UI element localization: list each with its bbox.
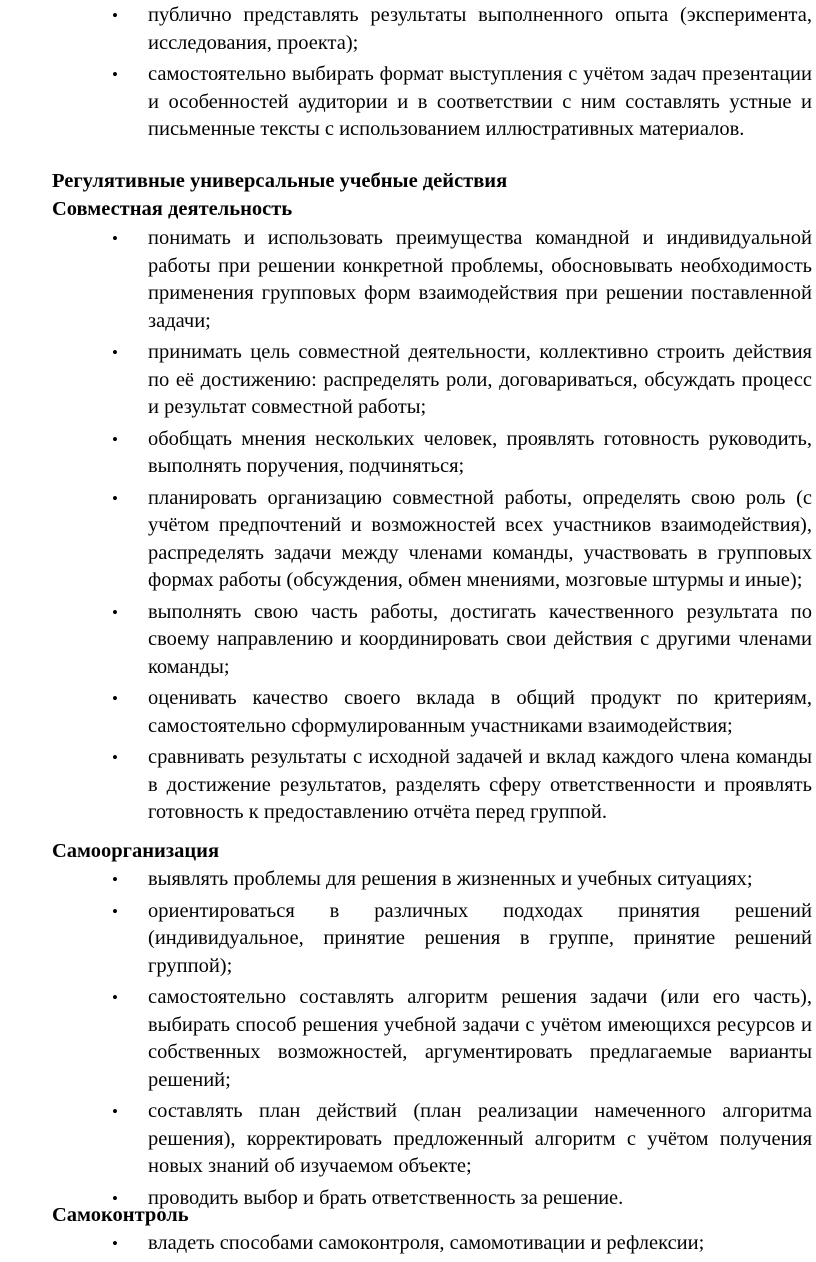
bullet-icon: • <box>112 65 118 84</box>
list-item-text: самостоятельно выбирать формат выступления с учётом задач презентации и особенностей аудитории и в соответствии с ним составлять устные и письменные тексты с использованием иллюстративных материалов. <box>148 63 812 140</box>
list-item <box>0 2 812 57</box>
bullet-icon: • <box>112 6 118 25</box>
bullet-icon: • <box>112 689 118 708</box>
list-item <box>0 1098 812 1181</box>
list-item <box>0 339 812 422</box>
list-item <box>0 866 812 894</box>
self-organization-list <box>0 866 816 1216</box>
list-item-text: принимать цель совместной деятельности, коллективно строить действия по её достижению: распределять роли, договариваться, обсуждать процесс и результат совместной работы; <box>148 341 812 418</box>
joint-activity-list <box>0 225 816 831</box>
bullet-icon: • <box>112 901 118 921</box>
section-heading-selforg: Самоорганизация <box>52 840 220 862</box>
list-item-text: самостоятельно составлять алгоритм решения задачи (или его часть), выбирать способ решения учебной задачи с учётом имеющихся ресурсов и собственных возможностей, аргументировать предлагаемые варианты решений; <box>148 986 812 1091</box>
list-item-text: владеть способами самоконтроля, самомотивации и рефлексии; <box>148 1232 705 1254</box>
bullet-icon: • <box>112 343 118 362</box>
bullet-icon: • <box>112 602 118 622</box>
list-item <box>0 426 812 481</box>
list-item <box>0 599 812 682</box>
bullet-icon: • <box>112 1102 118 1121</box>
section-heading-selfcontrol: Самоконтроль <box>52 1204 189 1226</box>
list-item <box>0 744 812 827</box>
list-item <box>0 61 812 144</box>
list-item-text: обобщать мнения нескольких человек, проявлять готовность руководить, выполнять поручения, подчиняться; <box>148 427 812 477</box>
bullet-icon: • <box>112 1188 118 1208</box>
list-item-text: понимать и использовать преимущества командной и индивидуальной работы при решении конкретной проблемы, обосновывать необходимость применения групповых форм взаимодействия при решении поставленной задачи; <box>148 227 812 332</box>
list-item <box>0 1230 812 1258</box>
list-item-text: оценивать качество своего вклада в общий продукт по критериям, самостоятельно сформулированным участниками взаимодействия; <box>148 687 812 737</box>
list-item-text: выполнять свою часть работы, достигать качественного результата по своему направлению и координировать свои действия с другими членами команды; <box>148 600 812 678</box>
intro-list <box>0 2 816 148</box>
list-item <box>0 984 812 1094</box>
list-item-text: планировать организацию совместной работы, определять свою роль (с учётом предпочтений и возможностей всех участников взаимодействия), распределять задачи между членами команды, участвовать в групповых формах работы (обсуждения, обмен мнениями, мозговые штурмы и иные); <box>148 486 812 591</box>
list-item <box>0 898 812 981</box>
list-item-text: выявлять проблемы для решения в жизненных и учебных ситуациях; <box>148 868 753 890</box>
bullet-icon: • <box>112 229 118 248</box>
list-item <box>0 225 812 335</box>
bullet-icon: • <box>112 429 118 449</box>
bullet-icon: • <box>112 988 118 1007</box>
list-item-text: проводить выбор и брать ответственность за решение. <box>148 1186 624 1209</box>
bullet-icon: • <box>112 870 118 889</box>
list-item-text: ориентироваться в различных подходах принятия решений (индивидуальное, принятие решения в группе, принятие решений группой); <box>148 899 812 977</box>
bullet-icon: • <box>112 1234 118 1253</box>
list-item-text: сравнивать результаты с исходной задачей и вклад каждого члена команды в достижение результатов, разделять сферу ответственности и проявлять готовность к предоставлению отчёта перед группой. <box>148 746 812 823</box>
list-item <box>0 685 812 740</box>
list-item-text: публично представлять результаты выполненного опыта (эксперимента, исследования, проекта); <box>148 4 812 54</box>
list-item <box>0 485 812 595</box>
list-item-text: составлять план действий (план реализации намеченного алгоритма решения), корректировать предложенный алгоритм с учётом получения новых знаний об изучаемом объекте; <box>148 1100 812 1177</box>
bullet-icon: • <box>112 488 118 508</box>
section-heading-regulatory: Регулятивные универсальные учебные действия <box>52 170 508 192</box>
section-heading-joint: Совместная деятельность <box>52 198 293 220</box>
self-control-list <box>0 1230 816 1262</box>
bullet-icon: • <box>112 748 118 767</box>
